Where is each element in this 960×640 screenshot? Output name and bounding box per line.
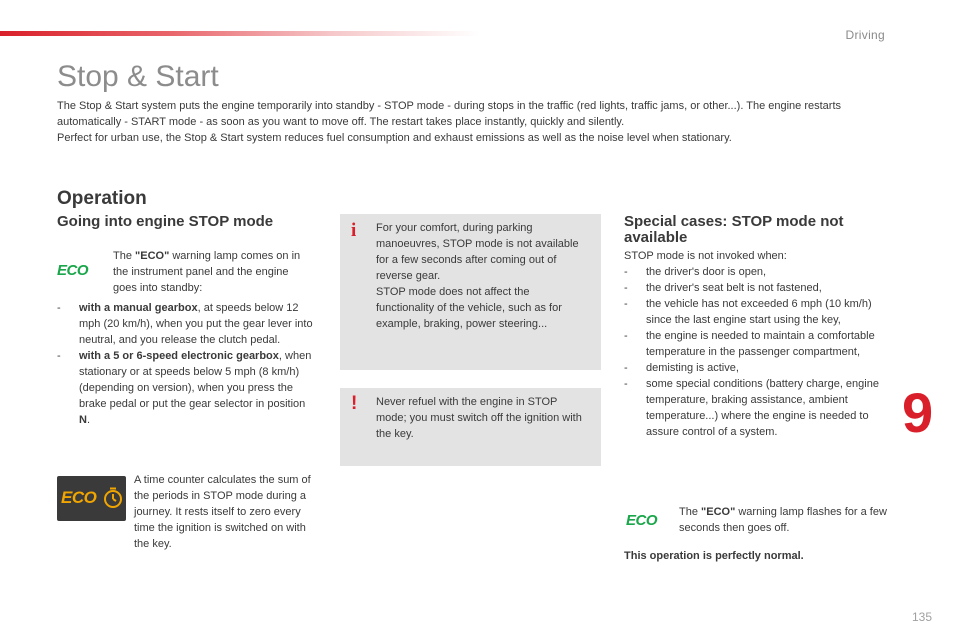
intro-paragraph-2: Perfect for urban use, the Stop & Start system reduces fuel consumption and exhaust emissions as well as the noise level when stationary. — [57, 132, 732, 144]
eco-lamp-text: The "ECO" warning lamp comes on in the instrument panel and the engine goes into standby: — [113, 250, 301, 294]
gearbox-list — [57, 300, 317, 428]
info-box — [340, 214, 601, 370]
warning-icon: ! — [351, 393, 358, 414]
info-icon: i — [351, 220, 357, 241]
list-item: - with a manual gearbox, at speeds below 12 mph (20 km/h), when you put the gear lever into neutral, and you release the clutch pedal. — [57, 300, 317, 348]
operation-heading: Operation — [57, 188, 147, 209]
info-text-1: For your comfort, during parking manoeuvres, STOP mode is not available for a few seconds after coming out of reverse gear. — [376, 222, 579, 282]
chapter-number: 9 — [902, 381, 934, 444]
page-number: 135 — [912, 610, 933, 624]
special-cases-intro: STOP mode is not invoked when: — [624, 250, 787, 262]
normal-operation-note: This operation is perfectly normal. — [624, 550, 804, 562]
page-title: Stop & Start — [57, 60, 219, 93]
eco-flash-icon: ECO — [626, 512, 658, 529]
eco-time-counter-icon: ECO — [57, 476, 126, 521]
list-item: - with a 5 or 6-speed electronic gearbox, when stationary or at speeds below 5 mph (8 km/h) (depending on version), when you press the brake pedal or put the gear selector in position N. — [57, 348, 317, 428]
list-item: - demisting is active, — [624, 360, 889, 376]
time-counter-text: A time counter calculates the sum of the periods in STOP mode during a journey. It rests itself to zero every time the ignition is switched on with the key. — [134, 474, 311, 550]
eco-warning-icon: ECO — [57, 262, 89, 279]
eco-flash-text: The "ECO" warning lamp flashes for a few seconds then goes off. — [679, 506, 887, 534]
clock-icon — [103, 487, 123, 509]
list-item: - the engine is needed to maintain a comfortable temperature in the passenger compartment, — [624, 328, 889, 360]
warning-box — [340, 388, 601, 466]
special-cases-heading: Special cases: STOP mode not available — [624, 213, 844, 246]
going-stop-heading: Going into engine STOP mode — [57, 213, 274, 230]
warning-text: Never refuel with the engine in STOP mode; you must switch off the ignition with the key. — [376, 396, 582, 440]
list-item: - the driver's door is open, — [624, 264, 889, 280]
header-accent-bar — [0, 31, 480, 36]
intro-paragraph-1: The Stop & Start system puts the engine temporarily into standby - STOP mode - during stops in the traffic (red lights, traffic jams, or other...). The engine restarts automatically - START mode - as soon as you want to move off. The restart takes place instantly, quickly and silently. — [57, 100, 842, 128]
section-label: Driving — [845, 28, 885, 42]
info-text-2: STOP mode does not affect the functionality of the vehicle, such as for example, braking, power steering... — [376, 286, 562, 330]
intro-text — [57, 98, 857, 146]
list-item: - the driver's seat belt is not fastened, — [624, 280, 889, 296]
list-item: - some special conditions (battery charge, engine temperature, braking assistance, ambient temperature...) where the engine is needed to assure control of a system. — [624, 376, 889, 440]
list-item: - the vehicle has not exceeded 6 mph (10 km/h) since the last engine start using the key, — [624, 296, 889, 328]
special-cases-text — [624, 248, 889, 440]
